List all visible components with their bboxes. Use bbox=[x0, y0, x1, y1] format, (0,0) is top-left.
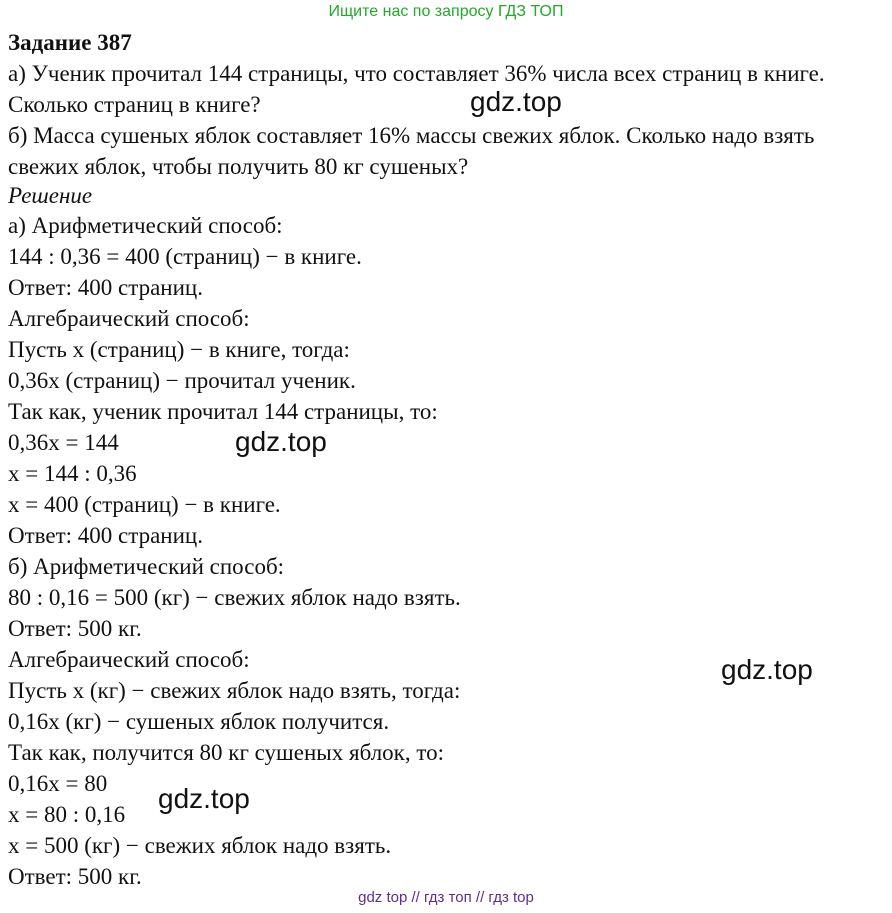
problem-a: а) Ученик прочитал 144 страницы, что составляет 36% числа всех страниц в книге. Сколько страниц в книге? bbox=[8, 61, 825, 117]
watermark: gdz.top bbox=[235, 426, 327, 457]
watermark: gdz.top bbox=[158, 783, 250, 814]
solution-line: Пусть x (страниц) − в книге, тогда: bbox=[8, 337, 350, 362]
document-body bbox=[8, 28, 888, 892]
solution-line: Алгебраический способ: bbox=[8, 647, 250, 672]
footer-links: gdz top // гдз топ // гдз top bbox=[358, 889, 534, 906]
solution-line: x = 500 (кг) − свежих яблок надо взять. bbox=[8, 833, 392, 858]
solution-line: 0,16x = 80 bbox=[8, 771, 108, 796]
solution-line: Ответ: 500 кг. bbox=[8, 616, 142, 641]
solution-line: x = 144 : 0,36 bbox=[8, 461, 137, 486]
solution-line: Так как, получится 80 кг сушеных яблок, то: bbox=[8, 740, 444, 765]
solution-line: 0,36x = 144 bbox=[8, 430, 119, 455]
problem-b: б) Масса сушеных яблок составляет 16% массы свежих яблок. Сколько надо взять свежих яблок, чтобы получить 80 кг сушеных? bbox=[8, 123, 815, 179]
solution-line: x = 400 (страниц) − в книге. bbox=[8, 492, 281, 517]
task-title: Задание 387 bbox=[8, 30, 132, 55]
solution-line: 80 : 0,16 = 500 (кг) − свежих яблок надо взять. bbox=[8, 585, 461, 610]
solution-line: Ответ: 500 кг. bbox=[8, 864, 142, 889]
solution-line: Так как, ученик прочитал 144 страницы, то: bbox=[8, 399, 438, 424]
solution-line: Ответ: 400 страниц. bbox=[8, 523, 203, 548]
solution-line: Пусть x (кг) − свежих яблок надо взять, тогда: bbox=[8, 678, 461, 703]
solution-line: 144 : 0,36 = 400 (страниц) − в книге. bbox=[8, 244, 362, 269]
solution-heading: Решение bbox=[8, 183, 93, 208]
solution-line: б) Арифметический способ: bbox=[8, 554, 285, 579]
watermark: gdz.top bbox=[721, 654, 813, 685]
solution-line: Алгебраический способ: bbox=[8, 306, 250, 331]
solution-line: Ответ: 400 страниц. bbox=[8, 275, 203, 300]
solution-line: 0,16x (кг) − сушеных яблок получится. bbox=[8, 709, 390, 734]
watermark: gdz.top bbox=[470, 86, 562, 117]
solution-line: а) Арифметический способ: bbox=[8, 213, 283, 238]
solution-line: 0,36x (страниц) − прочитал ученик. bbox=[8, 368, 356, 393]
top-banner: Ищите нас по запросу ГДЗ ТОП bbox=[328, 3, 564, 20]
solution-line: x = 80 : 0,16 bbox=[8, 802, 126, 827]
